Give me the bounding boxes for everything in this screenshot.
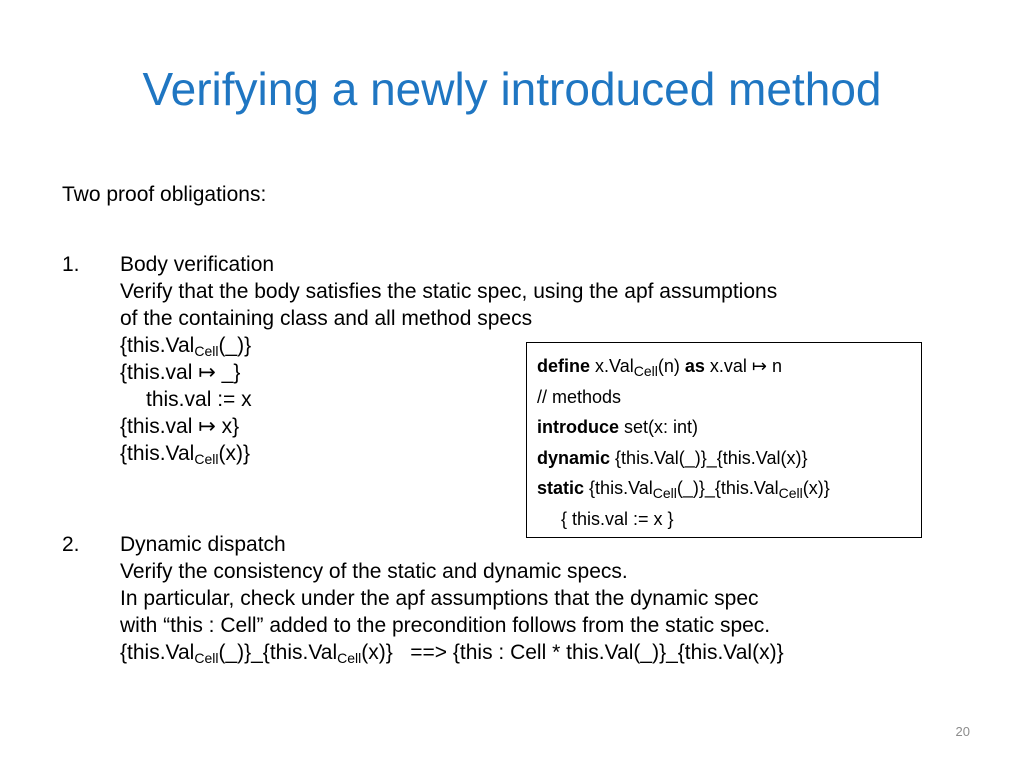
item-heading: Dynamic dispatch: [120, 533, 286, 556]
code-line-static: static {this.Val$_{Cell}$(_)}_{this.Val$_{Cell}$(x)}: [537, 478, 830, 501]
list-item-content: [120, 531, 784, 666]
item-line: In particular, check under the apf assumptions that the dynamic spec: [120, 587, 759, 610]
spec-statement: this.val := x: [146, 388, 252, 411]
code-box: [526, 342, 922, 538]
code-line-define: define x.Val$_{Cell}$(n) as x.val ↦ n: [537, 356, 783, 379]
item-line: of the containing class and all method specs: [120, 307, 533, 330]
spec-heap-pre: {this.val ↦ _}: [120, 361, 241, 384]
page-number: 20: [955, 724, 970, 739]
item-heading: Body verification: [120, 253, 275, 276]
list-number: 2.: [62, 533, 80, 556]
intro-text: Two proof obligations:: [62, 183, 267, 206]
spec-postcondition: {this.Val$_{Cell}$(x)}: [120, 442, 250, 467]
code-line-introduce: introduce set(x: int): [537, 417, 699, 437]
spec-heap-post: {this.val ↦ x}: [120, 415, 240, 438]
code-line-dynamic: dynamic {this.Val(_)}_{this.Val(x)}: [537, 447, 808, 468]
formula: {this.Val$_{Cell}$(_)}_{this.Val$_{Cell}$(x)} ==> {this : Cell * this.Val(_)}_{this.Val(x)}: [120, 641, 784, 666]
slide-title: Verifying a newly introduced method: [142, 63, 882, 115]
item-line: Verify that the body satisfies the static spec, using the apf assumptions: [120, 280, 778, 303]
spec-precondition: {this.Val$_{Cell}$(_)}: [120, 334, 252, 359]
code-line-body: { this.val := x }: [561, 508, 674, 529]
list-number: 1.: [62, 253, 80, 276]
item-line: Verify the consistency of the static and dynamic specs.: [120, 560, 628, 583]
code-line-comment: // methods: [537, 386, 622, 407]
item-line: with “this : Cell” added to the precondition follows from the static spec.: [120, 614, 771, 637]
